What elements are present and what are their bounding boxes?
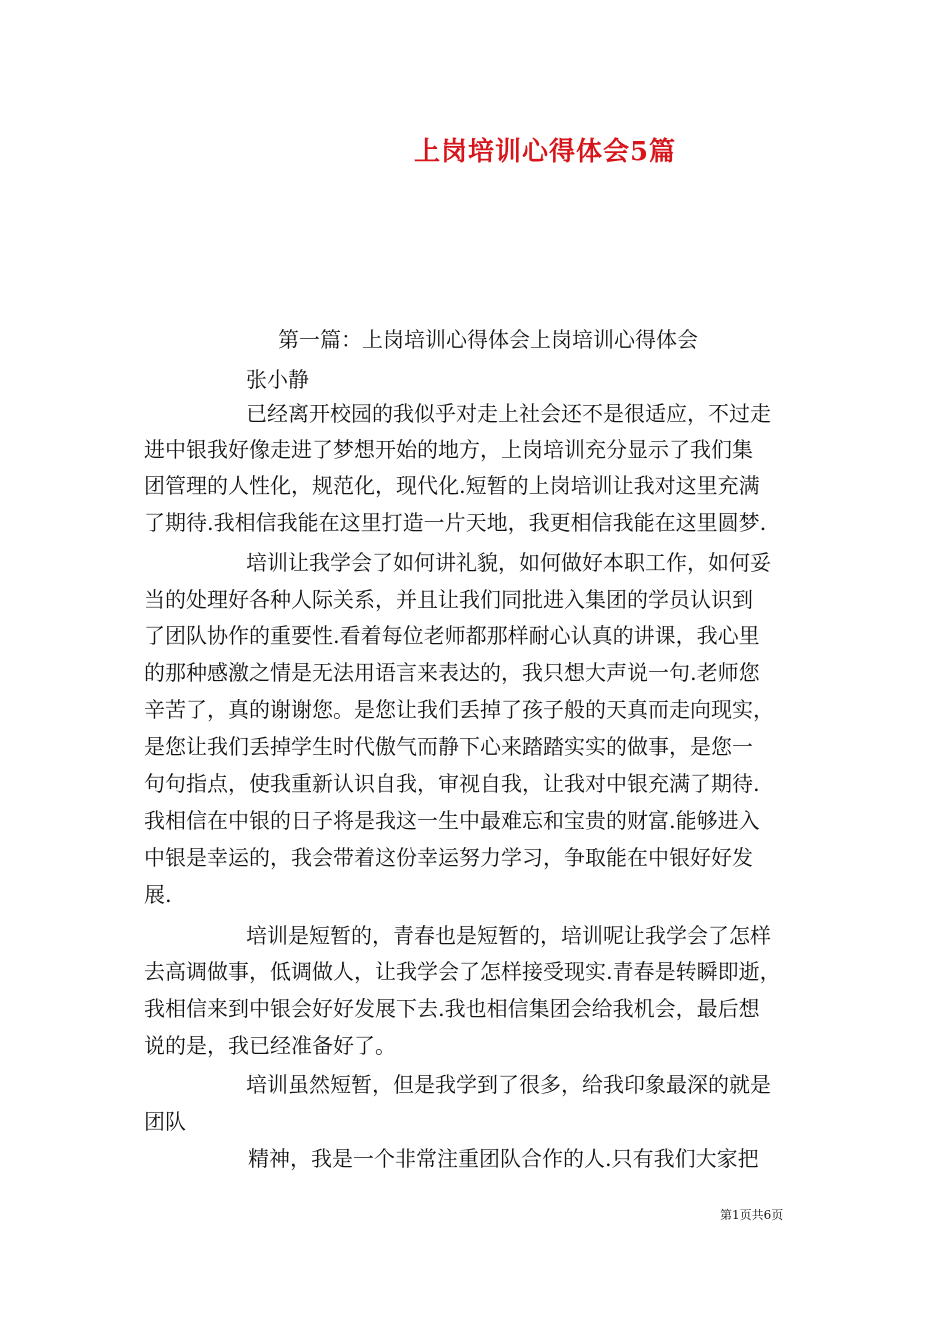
body-line: 团队: [144, 1110, 186, 1134]
body-line: 我相信来到中银会好好发展下去.我也相信集团会给我机会，最后想: [144, 997, 760, 1021]
body-line: 进中银我好像走进了梦想开始的地方，上岗培训充分显示了我们集: [144, 438, 753, 462]
body-line: 培训是短暂的，青春也是短暂的，培训呢让我学会了怎样: [246, 924, 771, 948]
body-line: 说的是，我已经准备好了。: [144, 1034, 396, 1058]
body-line: 的那种感激之情是无法用语言来表达的，我只想大声说一句.老师您: [144, 661, 760, 685]
body-line: 我相信在中银的日子将是我这一生中最难忘和宝贵的财富.能够进入: [144, 809, 760, 833]
body-line: 团管理的人性化，规范化，现代化.短暂的上岗培训让我对这里充满: [144, 474, 760, 498]
body-line: 已经离开校园的我似乎对走上社会还不是很适应，不过走: [246, 402, 771, 426]
author-name: 张小静: [246, 368, 309, 392]
body-line: 中银是幸运的，我会带着这份幸运努力学习，争取能在中银好好发: [144, 846, 753, 870]
body-line: 培训虽然短暂，但是我学到了很多，给我印象最深的就是: [246, 1073, 771, 1097]
body-line: 去高调做事，低调做人，让我学会了怎样接受现实.青春是转瞬即逝，: [144, 960, 781, 984]
body-line: 辛苦了，真的谢谢您。是您让我们丢掉了孩子般的天真而走向现实，: [144, 698, 774, 722]
body-line: 是您让我们丢掉学生时代傲气而静下心来踏踏实实的做事，是您一: [144, 735, 753, 759]
section-heading: 第一篇：上岗培训心得体会上岗培训心得体会: [278, 328, 698, 352]
body-line: 展.: [144, 883, 172, 907]
body-line: 了期待.我相信我能在这里打造一片天地，我更相信我能在这里圆梦.: [144, 511, 767, 535]
body-line: 句句指点，使我重新认识自我，审视自我，让我对中银充满了期待.: [144, 772, 760, 796]
body-line: 精神，我是一个非常注重团队合作的人.只有我们大家把: [248, 1147, 759, 1171]
page-number: 第1页共6页: [720, 1208, 784, 1222]
body-line: 当的处理好各种人际关系，并且让我们同批进入集团的学员认识到: [144, 588, 753, 612]
body-line: 培训让我学会了如何讲礼貌，如何做好本职工作，如何妥: [246, 551, 771, 575]
document-title: 上岗培训心得体会5篇: [413, 137, 677, 167]
body-line: 了团队协作的重要性.看着每位老师都那样耐心认真的讲课，我心里: [144, 624, 760, 648]
